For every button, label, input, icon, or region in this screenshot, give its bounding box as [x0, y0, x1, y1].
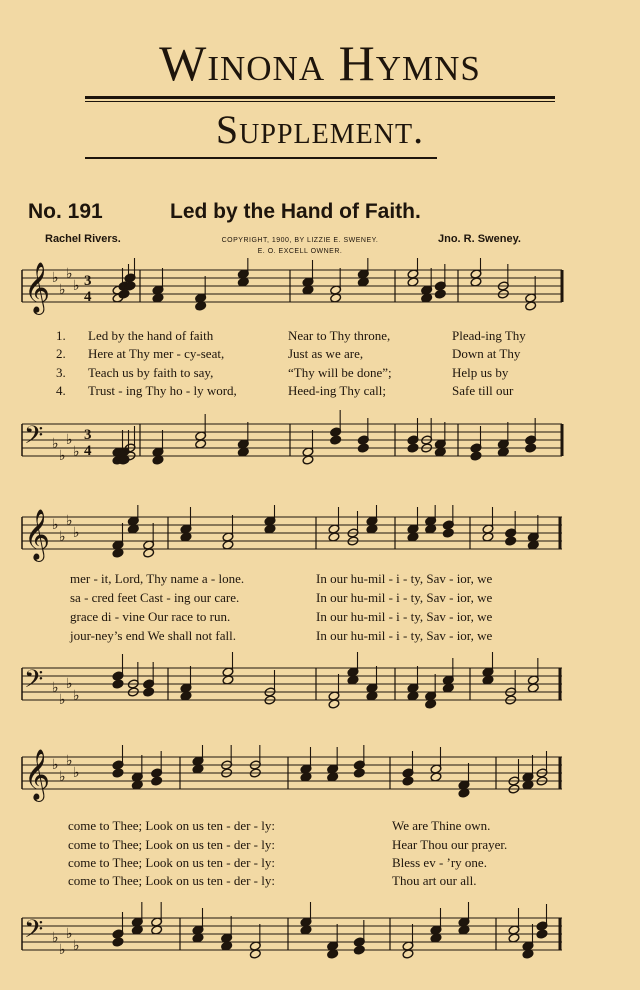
- verse-number: 4.: [56, 383, 66, 398]
- flat-icon: ♭: [59, 448, 66, 464]
- note-head: [442, 528, 454, 538]
- lyric-phrase: Trust - ing Thy ho - ly word,: [88, 383, 237, 398]
- lyric-phrase: Teach us by faith to say,: [88, 365, 214, 380]
- note-head: [525, 443, 537, 453]
- lyric-phrase: come to Thee; Look on us ten - der - ly:: [68, 855, 275, 870]
- lyric-phrase: Plead-ing Thy: [452, 328, 526, 343]
- lyric-phrase: mer - it, Lord, Thy name a - lone.: [70, 571, 245, 586]
- flat-icon: ♭: [59, 942, 66, 958]
- flat-icon: ♭: [73, 525, 80, 541]
- flat-icon: ♭: [66, 926, 73, 942]
- flat-icon: ♭: [52, 757, 59, 773]
- lyric-phrase: Just as we are,: [288, 346, 364, 361]
- note-head: [505, 536, 517, 546]
- note-head: [357, 443, 369, 453]
- hymn-author: Rachel Rivers.: [45, 233, 121, 245]
- flat-icon: ♭: [66, 432, 73, 448]
- system-1-treble-staff: [0, 258, 640, 318]
- lyric-phrase: Led by the hand of faith: [88, 328, 214, 343]
- treble-clef-icon: 𝄞: [24, 262, 51, 313]
- flat-icon: ♭: [66, 513, 73, 529]
- title-rule-thin: [85, 101, 555, 102]
- note-head: [143, 687, 155, 697]
- system-2-treble-staff: [0, 505, 640, 565]
- flat-icon: ♭: [59, 529, 66, 545]
- verse-number: 1.: [56, 328, 66, 343]
- hymn-title: Led by the Hand of Faith.: [170, 200, 421, 223]
- lyric-phrase: Bless ev - ’ry one.: [392, 855, 487, 870]
- treble-clef-icon: 𝄞: [24, 749, 51, 800]
- title-rule-thick: [85, 96, 555, 99]
- flat-icon: ♭: [66, 266, 73, 282]
- lyric-phrase: Heed-ing Thy call;: [288, 383, 386, 398]
- copyright-line-1: COPYRIGHT, 1900, BY LIZZIE E. SWENEY.: [221, 237, 379, 244]
- system-2-bass-staff: [0, 652, 640, 722]
- flat-icon: ♭: [52, 436, 59, 452]
- note-head: [112, 768, 124, 778]
- time-signature-bottom: 4: [84, 289, 92, 305]
- flat-icon: ♭: [52, 270, 59, 286]
- time-signature-top: 3: [84, 427, 92, 443]
- flat-icon: ♭: [66, 753, 73, 769]
- book-title: Winona Hymns: [159, 35, 481, 91]
- lyric-phrase: come to Thee; Look on us ten - der - ly:: [68, 873, 275, 888]
- lyric-phrase: Down at Thy: [452, 346, 521, 361]
- flat-icon: ♭: [73, 278, 80, 294]
- subtitle-rule: [85, 157, 437, 159]
- lyric-phrase: We are Thine own.: [392, 818, 491, 833]
- lyric-phrase: Help us by: [452, 365, 509, 380]
- note-head: [112, 679, 124, 689]
- note-head: [112, 937, 124, 947]
- system-3-bass-staff: [0, 902, 640, 972]
- flat-icon: ♭: [73, 444, 80, 460]
- flat-icon: ♭: [52, 930, 59, 946]
- lyric-phrase: jour-ney’s end We shall not fall.: [70, 628, 236, 643]
- lyric-phrase: Near to Thy throne,: [288, 328, 391, 343]
- note-head: [402, 776, 414, 786]
- flat-icon: ♭: [59, 769, 66, 785]
- note-head: [151, 776, 163, 786]
- system-3-treble-staff: [0, 745, 640, 805]
- system-1-bass-staff: [0, 408, 640, 478]
- verse-number: 2.: [56, 346, 66, 361]
- lyric-phrase: In our hu-mil - i - ty, Sav - ior, we: [316, 571, 493, 586]
- copyright-line-2: E. O. EXCELL OWNER.: [257, 248, 343, 255]
- verse-number: 3.: [56, 365, 66, 380]
- time-signature-bottom: 4: [84, 443, 92, 459]
- time-signature-top: 3: [84, 273, 92, 289]
- hymn-number: No. 191: [28, 200, 103, 223]
- note-head: [353, 768, 365, 778]
- bass-clef-icon: 𝄢: [24, 421, 44, 456]
- lyric-phrase: sa - cred feet Cast - ing our care.: [70, 590, 240, 605]
- flat-icon: ♭: [73, 938, 80, 954]
- flat-icon: ♭: [73, 688, 80, 704]
- lyric-phrase: come to Thee; Look on us ten - der - ly:: [68, 837, 275, 852]
- flat-icon: ♭: [59, 692, 66, 708]
- lyric-phrase: “Thy will be done”;: [288, 365, 392, 380]
- bass-clef-icon: 𝄢: [24, 915, 44, 950]
- note-head: [434, 289, 446, 299]
- flat-icon: ♭: [66, 676, 73, 692]
- lyric-phrase: grace di - vine Our race to run.: [70, 609, 231, 624]
- lyric-phrase: Here at Thy mer - cy-seat,: [88, 346, 225, 361]
- lyric-phrase: Safe till our: [452, 383, 514, 398]
- note-head: [330, 435, 342, 445]
- note-head: [353, 945, 365, 955]
- flat-icon: ♭: [52, 517, 59, 533]
- lyric-phrase: In our hu-mil - i - ty, Sav - ior, we: [316, 628, 493, 643]
- note-head: [536, 929, 548, 939]
- lyric-phrase: come to Thee; Look on us ten - der - ly:: [68, 818, 275, 833]
- treble-clef-icon: 𝄞: [24, 509, 51, 560]
- book-subtitle: Supplement.: [215, 107, 425, 152]
- flat-icon: ♭: [73, 765, 80, 781]
- bass-clef-icon: 𝄢: [24, 665, 44, 700]
- flat-icon: ♭: [52, 680, 59, 696]
- flat-icon: ♭: [59, 282, 66, 298]
- note-head: [470, 451, 482, 461]
- lyric-phrase: In our hu-mil - i - ty, Sav - ior, we: [316, 590, 493, 605]
- lyric-phrase: Thou art our all.: [392, 873, 477, 888]
- lyric-phrase: In our hu-mil - i - ty, Sav - ior, we: [316, 609, 493, 624]
- lyric-phrase: Hear Thou our prayer.: [392, 837, 508, 852]
- copyright-notice: [200, 235, 400, 257]
- hymn-composer: Jno. R. Sweney.: [438, 233, 521, 245]
- note-head: [407, 443, 419, 453]
